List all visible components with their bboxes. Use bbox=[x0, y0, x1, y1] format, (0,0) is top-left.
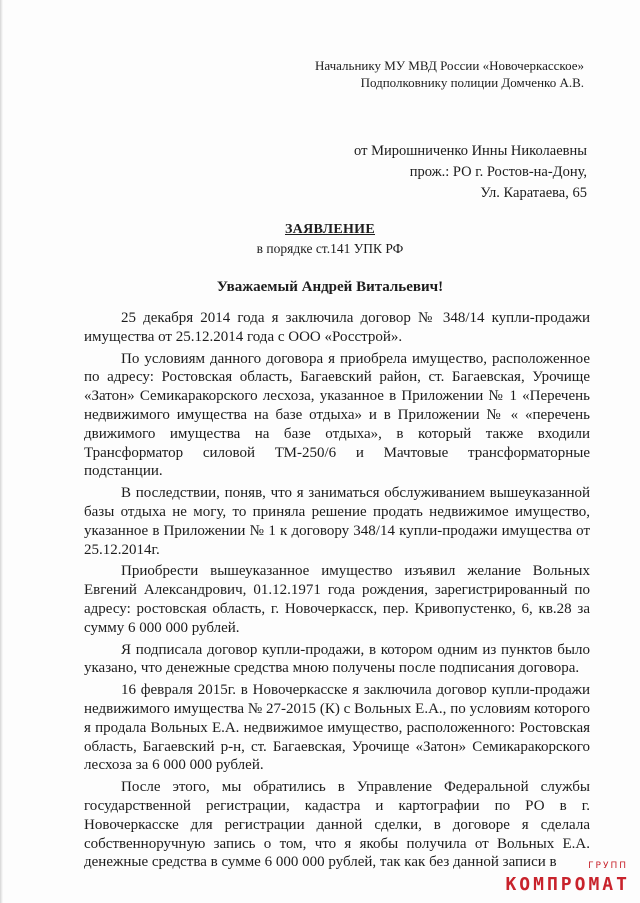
sender-line-2: прож.: РО г. Ростов-на-Дону, bbox=[409, 164, 587, 180]
watermark-main: КОМПРОМАТ bbox=[505, 874, 630, 895]
sender-line-1: от Мирошниченко Инны Николаевны bbox=[354, 143, 587, 159]
addressee-line-1: Начальнику МУ МВД России «Новочеркасское» bbox=[315, 58, 584, 73]
sender-line-3: Ул. Каратаева, 65 bbox=[480, 185, 587, 201]
paragraph-4: Приобрести вышеуказанное имущество изъявил желание Вольных Евгений Александрович, 01.12.1971 года рождения, зарегистрированный по адресу: ростовская область, г. Новочеркасск, пер. Кривопустенко, 6, кв.28 за сумму 6 000 000 рублей. bbox=[84, 563, 590, 636]
document-title: ЗАЯВЛЕНИЕ bbox=[284, 222, 375, 237]
paragraph-3: В последствии, поняв, что я заниматься обслуживанием вышеуказанной базы отдыха не могу, то приняла решение продать недвижимое имущество, указанное в Приложении № 1 к договору 348/14 купли-продажи имущества от 25.12.2014г. bbox=[84, 485, 590, 558]
document-body bbox=[84, 309, 590, 875]
document-subtitle: в порядке ст.141 УПК РФ bbox=[256, 241, 404, 256]
watermark-logo bbox=[458, 861, 630, 895]
paragraph-7: После этого, мы обратились в Управление Федеральной службы государственной регистрации, кадастра и картографии по РО в г. Новочеркасске для регистрации данной сделки, в договоре я сделала собственноручную запись о том, что я якобы получила от Вольных Е.А. денежные средства в сумме 6 000 000 рублей, так как без данной записи в bbox=[84, 779, 590, 871]
sender-block bbox=[354, 141, 587, 204]
paragraph-1: 25 декабря 2014 года я заключила договор № 348/14 купли-продажи имущества от 25.12.2014 года с ООО «Росстрой». bbox=[84, 310, 590, 345]
paragraph-6: 16 февраля 2015г. в Новочеркасске я заключила договор купли-продажи недвижимого имущества № 27-2015 (К) с Вольных Е.А., по условиям которого я продала Вольных Е.А. недвижимое имущество, расположенного: Ростовская область, Багаевский р-н, ст. Багаевская, Урочище «Затон» Семикаракорского лесхоза за 6 000 000 рублей. bbox=[84, 682, 590, 774]
addressee-block bbox=[315, 57, 584, 91]
watermark-sup: ГРУПП bbox=[588, 861, 628, 871]
paragraph-5: Я подписала договор купли-продажи, в котором одним из пунктов было указано, что денежные средства мною получены после подписания договора. bbox=[84, 641, 590, 677]
paragraph-2: По условиям данного договора я приобрела имущество, расположенное по адресу: Ростовская область, Багаевский район, ст. Багаевская, Урочище «Затон» Семикаракорского лесхоза, указанное в Приложении № 1 «Перечень недвижимого имущества на базе отдыха» и в Приложении № « «перечень движимого имущества на базе отдыха», в который также входили Трансформатор силовой ТМ-250/6 и Мачтовые трансформаторные подстанции. bbox=[84, 350, 590, 480]
scan-edge bbox=[0, 0, 3, 903]
addressee-line-2: Подполковнику полиции Домченко А.В. bbox=[360, 75, 584, 90]
greeting: Уважаемый Андрей Витальевич! bbox=[216, 279, 444, 295]
